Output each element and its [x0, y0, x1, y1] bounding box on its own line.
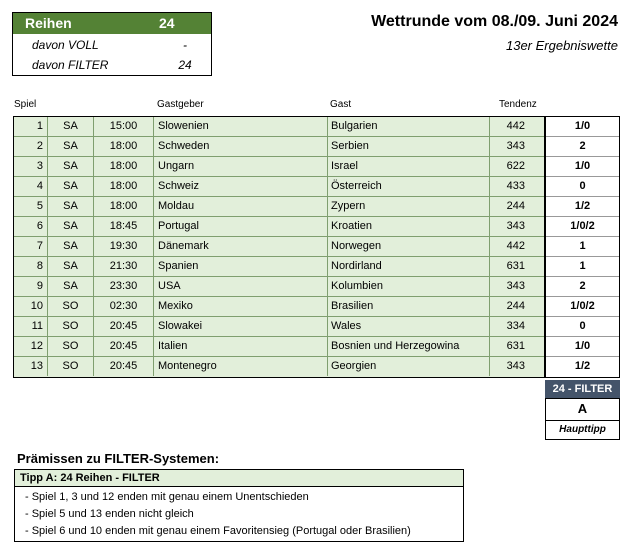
game-guest: Österreich	[328, 177, 490, 196]
game-number: 4	[14, 177, 48, 196]
game-host: Spanien	[154, 257, 328, 276]
filter-count-label: davon FILTER	[32, 58, 109, 72]
game-day: SO	[48, 357, 94, 376]
table-row	[14, 337, 544, 357]
tipp-cell: 1/2	[574, 360, 591, 372]
tipp-cell: 0	[546, 177, 619, 197]
reihen-value: 24	[159, 15, 175, 31]
game-tendency: 622	[506, 160, 525, 172]
game-guest: Wales	[328, 317, 490, 336]
game-day: SA	[48, 137, 94, 156]
game-day: SO	[48, 337, 94, 356]
col-header-spiel: Spiel	[14, 99, 37, 110]
game-number: 9	[14, 277, 48, 296]
premisse-line: - Spiel 6 und 10 enden mit genau einem Favoritensieg (Portugal oder Brasilien)	[25, 525, 411, 537]
premissen-box	[14, 469, 464, 542]
col-header-gastgeber: Gastgeber	[157, 99, 204, 110]
game-host: Slowakei	[154, 317, 328, 336]
game-guest: Kolumbien	[328, 277, 490, 296]
filter-box	[545, 398, 620, 440]
game-time: 21:30	[94, 257, 154, 276]
table-row	[14, 357, 544, 377]
table-row	[14, 117, 544, 137]
filter-haupttipp: Haupttipp	[559, 424, 606, 435]
game-tendency: 442	[506, 240, 525, 252]
game-tendency: 334	[506, 320, 525, 332]
reihen-header	[13, 13, 211, 34]
game-day: SO	[48, 317, 94, 336]
table-row	[14, 137, 544, 157]
table-row	[14, 217, 544, 237]
voll-value: -	[183, 38, 187, 52]
game-host: Dänemark	[154, 237, 328, 256]
table-row	[14, 197, 544, 217]
game-host: Slowenien	[154, 117, 328, 136]
game-time: 19:30	[94, 237, 154, 256]
game-time: 18:00	[94, 197, 154, 216]
tipp-cell: 1/2	[546, 197, 619, 217]
game-number: 13	[14, 357, 48, 376]
premisse-line: - Spiel 1, 3 und 12 enden mit genau einem Unentschieden	[25, 491, 309, 503]
game-guest: Zypern	[328, 197, 490, 216]
game-day: SO	[48, 297, 94, 316]
page-title: Wettrunde vom 08./09. Juni 2024	[371, 13, 618, 30]
table-row	[14, 237, 544, 257]
tipp-cell: 1/0	[546, 337, 619, 357]
game-tendency: 442	[506, 120, 525, 132]
table-row	[14, 317, 544, 337]
premissen-header: Tipp A: 24 Reihen - FILTER	[15, 470, 463, 487]
game-guest: Kroatien	[328, 217, 490, 236]
game-host: Ungarn	[154, 157, 328, 176]
game-number: 2	[14, 137, 48, 156]
game-guest: Georgien	[328, 357, 490, 376]
game-guest: Serbien	[328, 137, 490, 156]
reihen-filter-row	[13, 55, 211, 75]
game-host: USA	[154, 277, 328, 296]
game-number: 8	[14, 257, 48, 276]
game-number: 12	[14, 337, 48, 356]
game-number: 7	[14, 237, 48, 256]
tipp-cell: 1	[546, 237, 619, 257]
game-time: 20:45	[94, 357, 154, 376]
game-day: SA	[48, 197, 94, 216]
game-day: SA	[48, 277, 94, 296]
game-tendency: 631	[506, 340, 525, 352]
game-number: 10	[14, 297, 48, 316]
tipp-cell: 1/0/2	[546, 297, 619, 317]
game-time: 02:30	[94, 297, 154, 316]
game-guest: Bulgarien	[328, 117, 490, 136]
game-host: Schweden	[154, 137, 328, 156]
game-host: Portugal	[154, 217, 328, 236]
col-header-gast: Gast	[330, 99, 352, 110]
game-time: 23:30	[94, 277, 154, 296]
premissen-title: Prämissen zu FILTER-Systemen:	[17, 451, 220, 466]
game-day: SA	[48, 237, 94, 256]
filter-letter: A	[546, 399, 619, 421]
game-host: Italien	[154, 337, 328, 356]
table-row	[14, 297, 544, 317]
game-guest: Brasilien	[328, 297, 490, 316]
game-time: 20:45	[94, 337, 154, 356]
game-tendency: 343	[506, 280, 525, 292]
game-number: 11	[14, 317, 48, 336]
game-time: 15:00	[94, 117, 154, 136]
games-table	[13, 116, 545, 378]
game-day: SA	[48, 217, 94, 236]
reihen-voll-row	[13, 35, 211, 55]
game-tendency: 343	[506, 360, 525, 372]
game-time: 18:00	[94, 177, 154, 196]
tipp-cell: 1/0	[546, 157, 619, 177]
game-tendency: 343	[506, 140, 525, 152]
game-time: 20:45	[94, 317, 154, 336]
game-day: SA	[48, 117, 94, 136]
game-time: 18:00	[94, 137, 154, 156]
game-tendency: 433	[506, 180, 525, 192]
filter-label: 24 - FILTER	[545, 380, 620, 398]
voll-label: davon VOLL	[32, 38, 99, 52]
game-tendency: 343	[506, 220, 525, 232]
game-tendency: 244	[506, 200, 525, 212]
game-host: Mexiko	[154, 297, 328, 316]
game-number: 5	[14, 197, 48, 216]
filter-count-value: 24	[178, 58, 192, 72]
game-time: 18:00	[94, 157, 154, 176]
table-row	[14, 277, 544, 297]
tipp-column	[545, 116, 620, 378]
game-day: SA	[48, 257, 94, 276]
game-day: SA	[48, 157, 94, 176]
reihen-label: Reihen	[25, 15, 72, 31]
tipp-cell: 0	[546, 317, 619, 337]
game-host: Schweiz	[154, 177, 328, 196]
tipp-cell: 1/0	[546, 117, 619, 137]
game-guest: Israel	[328, 157, 490, 176]
game-day: SA	[48, 177, 94, 196]
premisse-line: - Spiel 5 und 13 enden nicht gleich	[25, 508, 194, 520]
game-tendency: 631	[506, 260, 525, 272]
game-host: Montenegro	[154, 357, 328, 376]
game-tendency: 244	[506, 300, 525, 312]
game-guest: Norwegen	[328, 237, 490, 256]
game-number: 1	[14, 117, 48, 136]
tipp-cell: 2	[546, 137, 619, 157]
table-row	[14, 157, 544, 177]
game-number: 6	[14, 217, 48, 236]
reihen-summary	[12, 12, 212, 76]
page-subtitle: 13er Ergebniswette	[505, 38, 618, 53]
game-host: Moldau	[154, 197, 328, 216]
table-row	[14, 177, 544, 197]
game-time: 18:45	[94, 217, 154, 236]
tipp-cell: 2	[546, 277, 619, 297]
game-guest: Nordirland	[328, 257, 490, 276]
table-row	[14, 257, 544, 277]
tipp-cell: 1/0/2	[546, 217, 619, 237]
tipp-cell: 1	[546, 257, 619, 277]
game-number: 3	[14, 157, 48, 176]
col-header-tendenz: Tendenz	[499, 99, 537, 110]
game-guest: Bosnien und Herzegowina	[328, 337, 490, 356]
